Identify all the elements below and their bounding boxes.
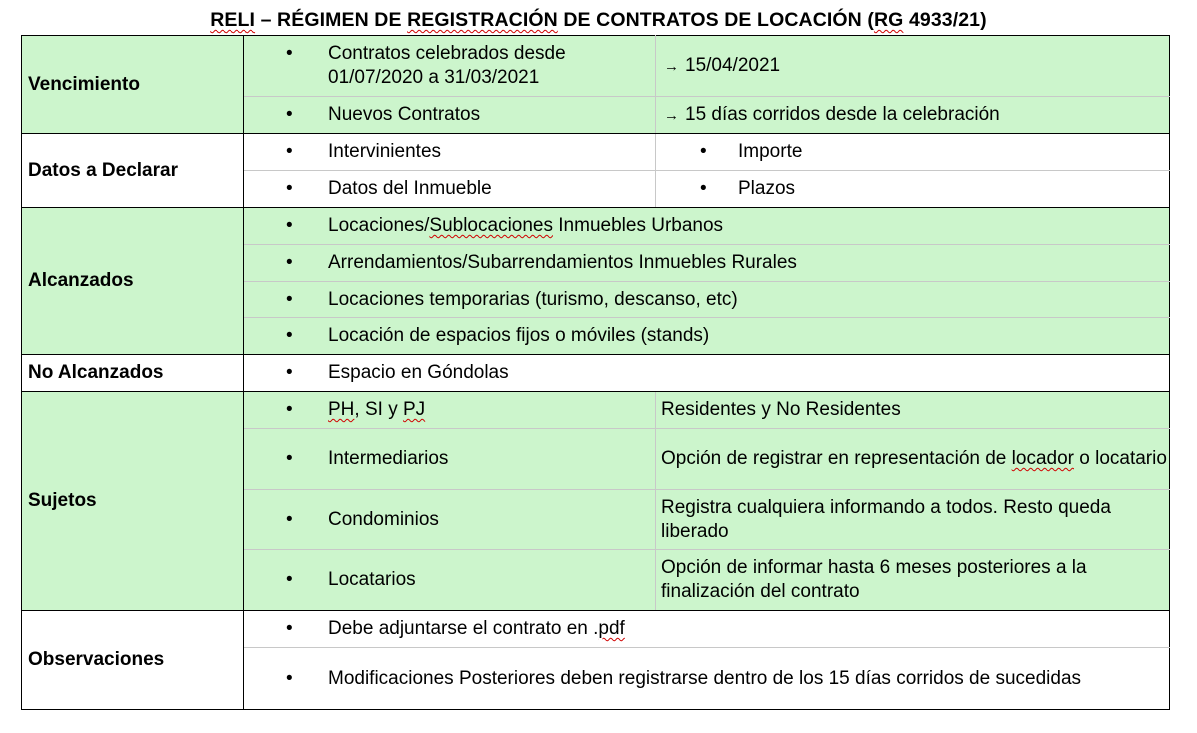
reli-table	[21, 35, 1170, 710]
text-part: Sublocaciones	[429, 215, 553, 236]
cell	[656, 171, 1170, 208]
row-label-no-alcanzados: No Alcanzados	[22, 355, 244, 392]
cell	[244, 97, 656, 134]
cell-text: Opción de informar hasta 6 meses posteriores a la finalización del contrato	[661, 557, 1087, 602]
row-label-observaciones: Observaciones	[22, 611, 244, 710]
row-label-alcanzados: Alcanzados	[22, 208, 244, 355]
cell-text: Intervinientes	[328, 141, 442, 162]
title-part: DE CONTRATOS DE LOCACIÓN (	[557, 9, 874, 31]
title-rg: RG	[873, 9, 904, 31]
cell	[244, 318, 1170, 355]
text-part: o locatario	[1073, 448, 1167, 469]
text-part: , SI y	[354, 399, 403, 420]
text-part: Inmuebles Urbanos	[553, 215, 724, 236]
text-part: PH	[328, 399, 355, 420]
bullet-icon: •	[286, 399, 293, 420]
bullet-icon: •	[286, 215, 293, 236]
cell	[656, 429, 1170, 490]
bullet-icon: •	[286, 252, 293, 273]
bullet-icon: •	[700, 178, 707, 199]
bullet-icon: •	[286, 104, 293, 125]
bullet-icon: •	[286, 325, 293, 346]
bullet-icon: •	[286, 667, 293, 689]
text-part: Debe adjuntarse el contrato en .	[328, 618, 599, 639]
cell	[244, 36, 656, 97]
bullet-icon: •	[286, 448, 293, 469]
bullet-icon: •	[286, 178, 293, 199]
title-part: – RÉGIMEN DE	[255, 9, 408, 31]
text-part: locador	[1011, 448, 1074, 469]
title-registracion: REGISTRACIÓN	[407, 9, 558, 31]
text-part: PJ	[402, 399, 426, 420]
cell	[244, 429, 656, 490]
arrow-right-icon: →	[664, 106, 679, 124]
cell-text	[328, 617, 1169, 641]
title-reli: RELI	[210, 9, 256, 31]
bullet-icon: •	[286, 362, 293, 383]
cell	[656, 36, 1170, 97]
cell	[244, 392, 656, 429]
cell-text: 15/04/2021	[685, 54, 781, 76]
bullet-icon: •	[286, 141, 293, 162]
table-row	[22, 36, 1170, 97]
cell-text	[328, 398, 655, 422]
title-part: 4933/21)	[903, 9, 987, 31]
cell	[244, 490, 656, 550]
cell	[244, 245, 1170, 282]
text-part: Locaciones/	[328, 215, 430, 236]
cell	[244, 134, 656, 171]
cell-text	[656, 447, 1169, 471]
cell	[656, 490, 1170, 550]
cell-text: Espacio en Góndolas	[328, 362, 509, 383]
cell	[656, 134, 1170, 171]
row-label-sujetos: Sujetos	[22, 392, 244, 611]
row-label-datos: Datos a Declarar	[22, 134, 244, 208]
bullet-icon: •	[286, 569, 293, 590]
cell-text	[328, 214, 1169, 238]
cell	[244, 171, 656, 208]
cell-text: Nuevos Contratos	[328, 104, 481, 125]
cell-text: Locaciones temporarias (turismo, descanso, etc)	[328, 288, 738, 310]
cell-text: Locatarios	[328, 569, 416, 590]
table-row	[22, 208, 1170, 245]
cell-text: Arrendamientos/Subarrendamientos Inmuebles Rurales	[328, 252, 797, 273]
cell-text: Locación de espacios fijos o móviles (stands)	[328, 325, 710, 346]
bullet-icon: •	[700, 141, 707, 162]
cell-text: Importe	[738, 141, 803, 162]
cell-text: Contratos celebrados desde 01/07/2020 a 31/03/2021	[328, 43, 566, 88]
cell	[244, 282, 1170, 318]
cell	[244, 208, 1170, 245]
text-part: pdf	[598, 618, 625, 639]
cell-text: Registra cualquiera informando a todos. Resto queda liberado	[661, 496, 1111, 542]
cell-text: Residentes y No Residentes	[661, 399, 901, 420]
bullet-icon: •	[286, 618, 293, 639]
table-row	[22, 134, 1170, 171]
cell	[244, 648, 1170, 710]
cell	[244, 611, 1170, 648]
cell	[244, 550, 656, 611]
cell	[656, 550, 1170, 611]
cell	[244, 355, 1170, 392]
document-title	[0, 9, 1197, 32]
cell-text: Plazos	[738, 178, 796, 199]
arrow-right-icon: →	[664, 57, 679, 75]
table-row	[22, 611, 1170, 648]
cell-text: Datos del Inmueble	[328, 178, 492, 199]
bullet-icon: •	[286, 288, 293, 310]
cell-text: 15 días corridos desde la celebración	[685, 103, 1000, 125]
row-label-vencimiento: Vencimiento	[22, 36, 244, 134]
text-part: Opción de registrar en representación de	[661, 448, 1012, 469]
cell-text: Intermediarios	[328, 448, 449, 469]
cell-text: Modificaciones Posteriores deben registrarse dentro de los 15 días corridos de sucedidas	[328, 667, 1082, 689]
cell	[656, 97, 1170, 134]
table-row	[22, 355, 1170, 392]
bullet-icon: •	[286, 43, 293, 64]
cell-text: Condominios	[328, 508, 439, 530]
cell	[656, 392, 1170, 429]
bullet-icon: •	[286, 508, 293, 530]
table-row	[22, 392, 1170, 429]
